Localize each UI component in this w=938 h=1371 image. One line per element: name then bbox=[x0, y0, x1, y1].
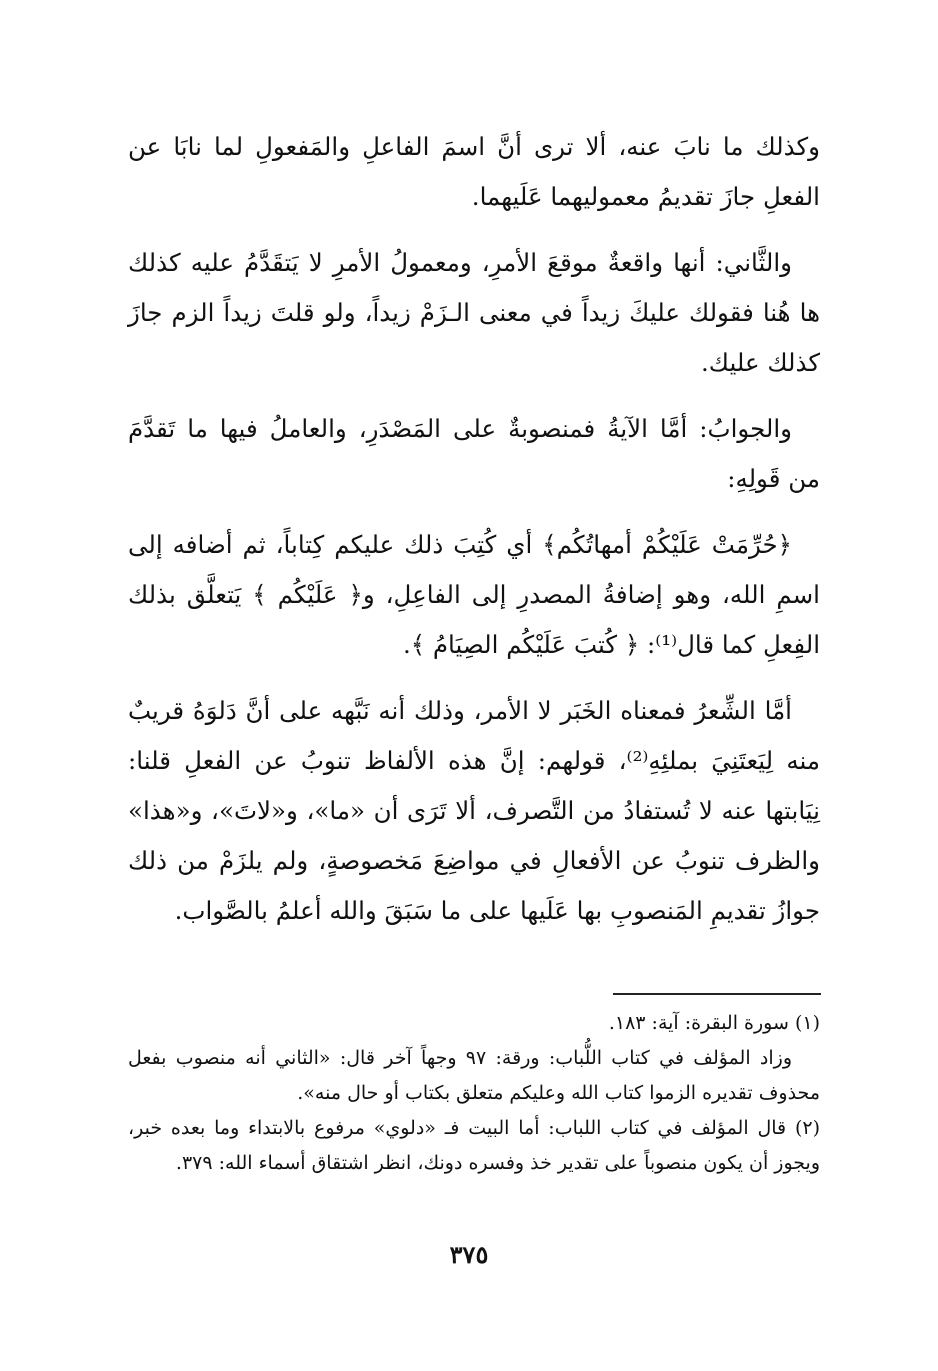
main-text bbox=[128, 122, 820, 952]
paragraph-4: ﴿حُرِّمَتْ عَلَيْكُمْ أمهاتُكُم﴾ أي كُتِبَ ذلك عليكم كِتاباً، ثم أضافه إلى اسمِ الله، وهو إضافةُ المصدرِ إلى الفاعِلِ، و﴿ عَلَيْكُم ﴾ يَتعلَّق بذلك الفِعلِ كما قال⁽¹⁾: ﴿ كُتبَ عَلَيْكُم الصِيَامُ ﴾. bbox=[128, 530, 820, 659]
paragraph-5: أمَّا الشِّعرُ فمعناه الخَبَر لا الأمر، وذلك أنه نَبَّهه على أنَّ دَلوَهُ قريبٌ منه لِيَعتَنِيَ بملئِهِ⁽²⁾، قولهم: إنَّ هذه الألفاظ تنوبُ عن الفعلِ قلنا: نِيَابتها عنه لا تُستفادُ من التَّصرف، ألا تَرَى أن «ما»، و«لاتَ»، و«هذا» والظرف تنوبُ عن الأفعالِ في مواضِعَ مَخصوصةٍ، ولم يلزَمْ من ذلك جوازُ تقديمِ المَنصوبِ بها عَلَيها على ما سَبَقَ والله أعلمُ بالصَّواب. bbox=[128, 696, 820, 925]
footnotes bbox=[128, 1006, 820, 1181]
paragraph-2: والثَّاني: أنها واقعةٌ موقعَ الأمرِ، ومعمولُ الأمرِ لا يَتقَدَّمُ عليه كذلك ها هُنا فقولك عليكَ زيداً في معنى الـزَمْ زيداً، ولو قلتَ زيداً الزم جازَ كذلك عليك. bbox=[128, 248, 820, 377]
paragraph-3: والجوابُ: أمَّا الآيةُ فمنصوبةٌ على المَصْدَرِ، والعاملُ فيها ما تَقدَّمَ من قَولِهِ: bbox=[128, 414, 820, 493]
footnote-1: (١) سورة البقرة: آية: ١٨٣. bbox=[608, 1012, 820, 1034]
page-number: ٣٧٥ bbox=[449, 1240, 489, 1269]
footnote-divider bbox=[613, 993, 821, 995]
footnote-1-continuation: وزاد المؤلف في كتاب اللُّباب: ورقة: ٩٧ وجهاً آخر قال: «الثاني أنه منصوب بفعل محذوف تقديره الزموا كتاب الله وعليكم متعلق بكتاب أو حال منه». bbox=[128, 1047, 820, 1104]
footnote-2: (٢) قال المؤلف في كتاب اللباب: أما البيت فـ «دلوي» مرفوع بالابتداء وما بعده خبر، ويجوز أن يكون منصوباً على تقدير خذ وفسره دونك، انظر اشتقاق أسماء الله: ٣٧٩. bbox=[128, 1117, 820, 1174]
paragraph-1: وكذلك ما نابَ عنه، ألا ترى أنَّ اسمَ الفاعلِ والمَفعولِ لما نابَا عن الفعلِ جازَ تقديمُ معموليهما عَلَيهما. bbox=[128, 132, 820, 211]
